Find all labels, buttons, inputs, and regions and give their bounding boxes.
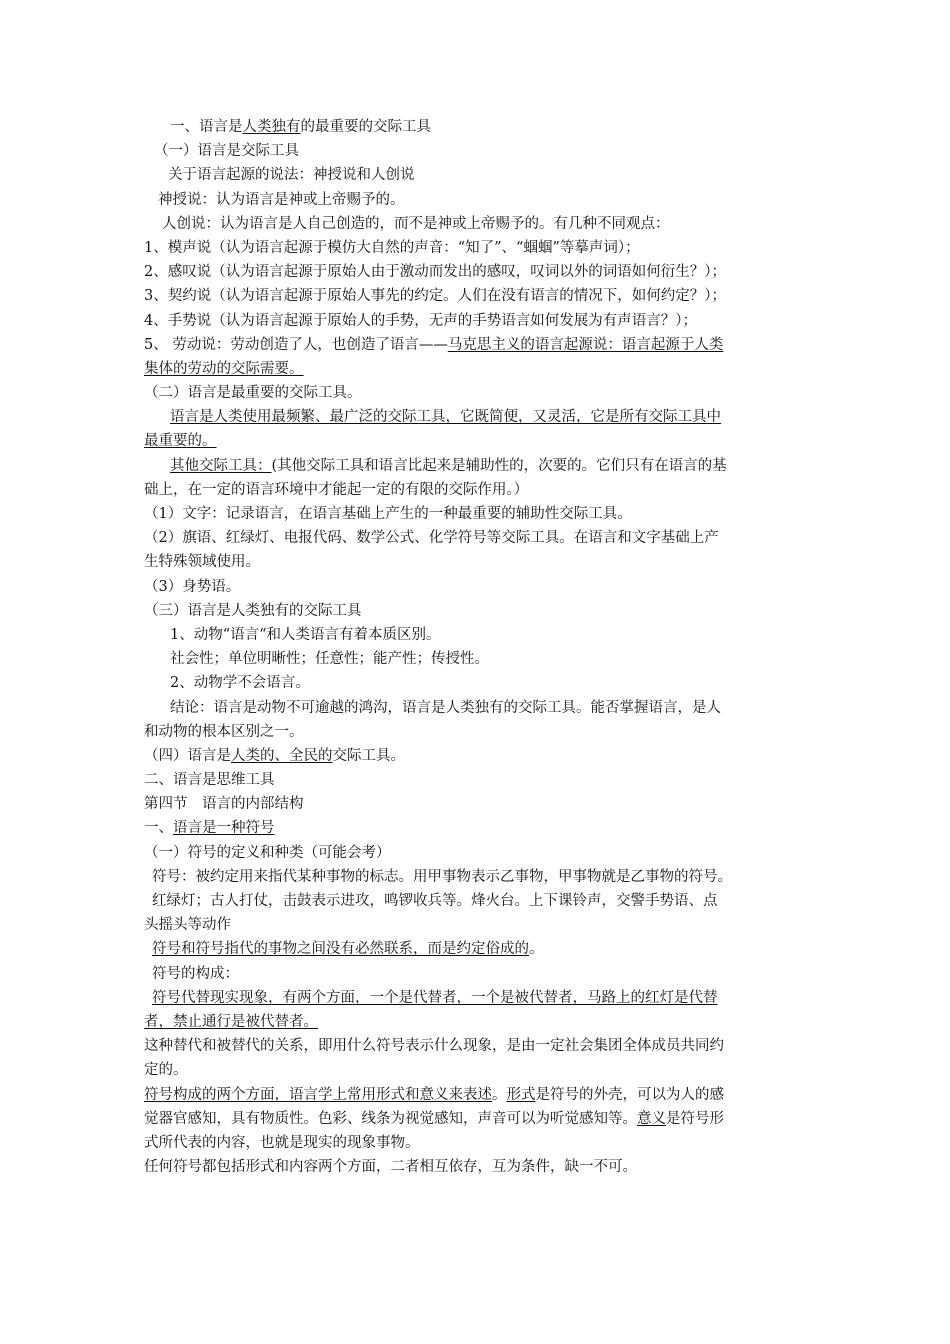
- text-segment: （2）旗语、红绿灯、电报代码、数学公式、化学符号等交际工具。在语言和文字基础上产: [144, 530, 719, 547]
- text-line: [144, 768, 810, 792]
- text-line: [144, 550, 810, 574]
- text-segment: 2、感叹说（认为语言起源于原始人由于激动而发出的感叹，叹词以外的词语如何衍生？）；: [144, 264, 726, 281]
- text-line: [144, 1107, 810, 1131]
- text-segment: 的最重要的交际工具: [300, 119, 431, 135]
- underlined-text: 马克思主义的语言起源说：语言起源于人类: [447, 336, 724, 353]
- text-line: [144, 502, 810, 526]
- text-line: [144, 405, 810, 429]
- text-segment: (其他交际工具和语言比起来是辅助性的，次要的。它们只有在语言的基: [271, 457, 727, 474]
- text-segment: 4、手势说（认为语言起源于原始人的手势，无声的手势语言如何发展为有声语言？）；: [144, 312, 697, 329]
- text-line: [144, 236, 810, 260]
- text-line: [144, 260, 810, 284]
- text-segment: 符号的构成：: [152, 965, 239, 982]
- text-segment: 1、动物“语言“和人类语言有着本质区别。: [170, 626, 441, 643]
- underlined-text: 语言是一种符号: [173, 820, 275, 837]
- underlined-text: 符号和符号指代的事物之间没有必然联系，而是约定俗成的: [152, 941, 529, 958]
- text-line: [144, 478, 810, 502]
- text-line: [144, 599, 810, 623]
- text-segment: 式所代表的内容，也就是现实的现象事物。: [144, 1134, 420, 1151]
- document-body: [144, 115, 810, 1179]
- text-segment: 第四节 语言的内部结构: [144, 796, 304, 813]
- text-segment: 和动物的根本区别之一。: [144, 723, 304, 740]
- text-line: [144, 671, 810, 695]
- text-line: [144, 1010, 810, 1034]
- text-line: [144, 744, 810, 768]
- text-segment: （3）身势语。: [144, 578, 241, 595]
- text-line: [144, 647, 810, 671]
- underlined-text: 集体的劳动的交际需要。: [144, 360, 304, 377]
- text-segment: （二）语言是最重要的交际工具。: [144, 385, 362, 402]
- underlined-text: 形式: [506, 1086, 536, 1103]
- text-segment: 结论：语言是动物不可逾越的鸿沟，语言是人类独有的交际工具。能否掌握语言，是人: [170, 699, 721, 716]
- text-line: [144, 1058, 810, 1082]
- text-line: [144, 429, 810, 453]
- text-line: [144, 1155, 810, 1179]
- text-line: [144, 962, 810, 986]
- underlined-text: 符号构成的两个方面，语言学上常用形式和意义来表述: [144, 1086, 492, 1103]
- underlined-text: 人类的、全民的: [231, 747, 333, 764]
- text-segment: 一、语言是: [170, 119, 243, 135]
- text-line: [144, 720, 810, 744]
- text-segment: 。: [529, 941, 544, 958]
- text-segment: 符号：被约定用来指代某种事物的标志。用甲事物表示乙事物，甲事物就是乙事物的符号。: [152, 868, 732, 885]
- text-line: [144, 188, 810, 212]
- text-segment: （三）语言是人类独有的交际工具: [144, 602, 362, 619]
- text-segment: （四）语言是: [144, 747, 231, 764]
- text-segment: 是符号形: [666, 1110, 724, 1127]
- text-segment: 觉器官感知，具有物质性。色彩、线条为视觉感知，声音可以为听觉感知等。: [144, 1110, 637, 1127]
- text-line: [144, 816, 810, 840]
- text-line: [144, 841, 810, 865]
- text-line: [144, 212, 810, 236]
- underlined-text: 者，禁止通行是被代替者。: [144, 1013, 318, 1030]
- text-segment: （1）文字：记录语言，在语言基础上产生的一种最重要的辅助性交际工具。: [144, 506, 632, 522]
- underlined-text: 其他交际工具：: [170, 457, 272, 474]
- text-segment: 生特殊领域使用。: [144, 554, 260, 571]
- text-segment: 红绿灯；古人打仗，击鼓表示进攻，鸣锣收兵等。烽火台。上下课铃声，交警手势语、点: [152, 893, 718, 909]
- text-line: [144, 865, 810, 889]
- text-segment: 3、契约说（认为语言起源于原始人事先的约定。人们在没有语言的情况下，如何约定？）；: [144, 288, 726, 305]
- text-segment: 人创说：认为语言是人自己创造的，而不是神或上帝赐予的。有几种不同观点：: [162, 215, 670, 232]
- text-line: [144, 333, 810, 357]
- text-line: [144, 284, 810, 308]
- text-line: [144, 913, 810, 937]
- text-line: [144, 792, 810, 816]
- text-line: [144, 986, 810, 1010]
- text-line: [144, 889, 810, 913]
- text-segment: （一）符号的定义和种类（可能会考）: [144, 844, 391, 861]
- text-line: [144, 381, 810, 405]
- text-segment: 交际工具。: [332, 747, 405, 764]
- text-segment: 一、: [144, 820, 173, 837]
- text-segment: 定的。: [144, 1062, 188, 1079]
- text-line: [144, 115, 810, 139]
- text-line: [144, 526, 810, 550]
- text-segment: 社会性；单位明晰性；任意性；能产性；传授性。: [170, 651, 489, 668]
- text-line: [144, 623, 810, 647]
- text-segment: 任何符号都包括形式和内容两个方面，二者相互依存，互为条件，缺一不可。: [144, 1159, 637, 1176]
- text-segment: 二、语言是思维工具: [144, 772, 275, 789]
- text-line: [144, 1083, 810, 1107]
- text-line: [144, 139, 810, 163]
- text-segment: 关于语言起源的说法：神授说和人创说: [168, 167, 415, 184]
- underlined-text: 最重要的。: [144, 433, 217, 450]
- text-line: [144, 575, 810, 599]
- text-line: [144, 696, 810, 720]
- text-segment: 这种替代和被替代的关系，即用什么符号表示什么现象，是由一定社会集团全体成员共同约: [144, 1038, 724, 1055]
- text-segment: 2、动物学不会语言。: [170, 675, 310, 692]
- text-segment: 是符号的外壳，可以为人的感: [535, 1086, 724, 1103]
- text-line: [144, 937, 810, 961]
- text-line: [144, 1034, 810, 1058]
- underlined-text: 意义: [637, 1110, 666, 1127]
- text-line: [144, 309, 810, 333]
- text-segment: 1、模声说（认为语言起源于模仿大自然的声音：“知了”、“蝈蝈”等摹声词）；: [144, 239, 640, 256]
- underlined-text: 符号代替现实现象，有两个方面，一个是代替者，一个是被代替者，马路上的红灯是代替: [152, 989, 718, 1006]
- text-line: [144, 357, 810, 381]
- text-segment: 础上，在一定的语言环境中才能起一定的有限的交际作用。）: [144, 481, 529, 498]
- text-segment: （一）语言是交际工具: [154, 143, 299, 160]
- text-segment: 头摇头等动作: [144, 917, 231, 934]
- underlined-text: 人类独有: [242, 119, 301, 135]
- text-line: [144, 1131, 810, 1155]
- text-line: [144, 163, 810, 187]
- underlined-text: 语言是人类使用最频繁、最广泛的交际工具，它既简便，又灵活，它是所有交际工具中: [170, 409, 721, 426]
- text-segment: 5、 劳动说：劳动创造了人，也创造了语言——: [144, 336, 448, 353]
- text-line: [144, 454, 810, 478]
- text-segment: 。: [492, 1086, 507, 1103]
- text-segment: 神授说：认为语言是神或上帝赐予的。: [158, 191, 405, 208]
